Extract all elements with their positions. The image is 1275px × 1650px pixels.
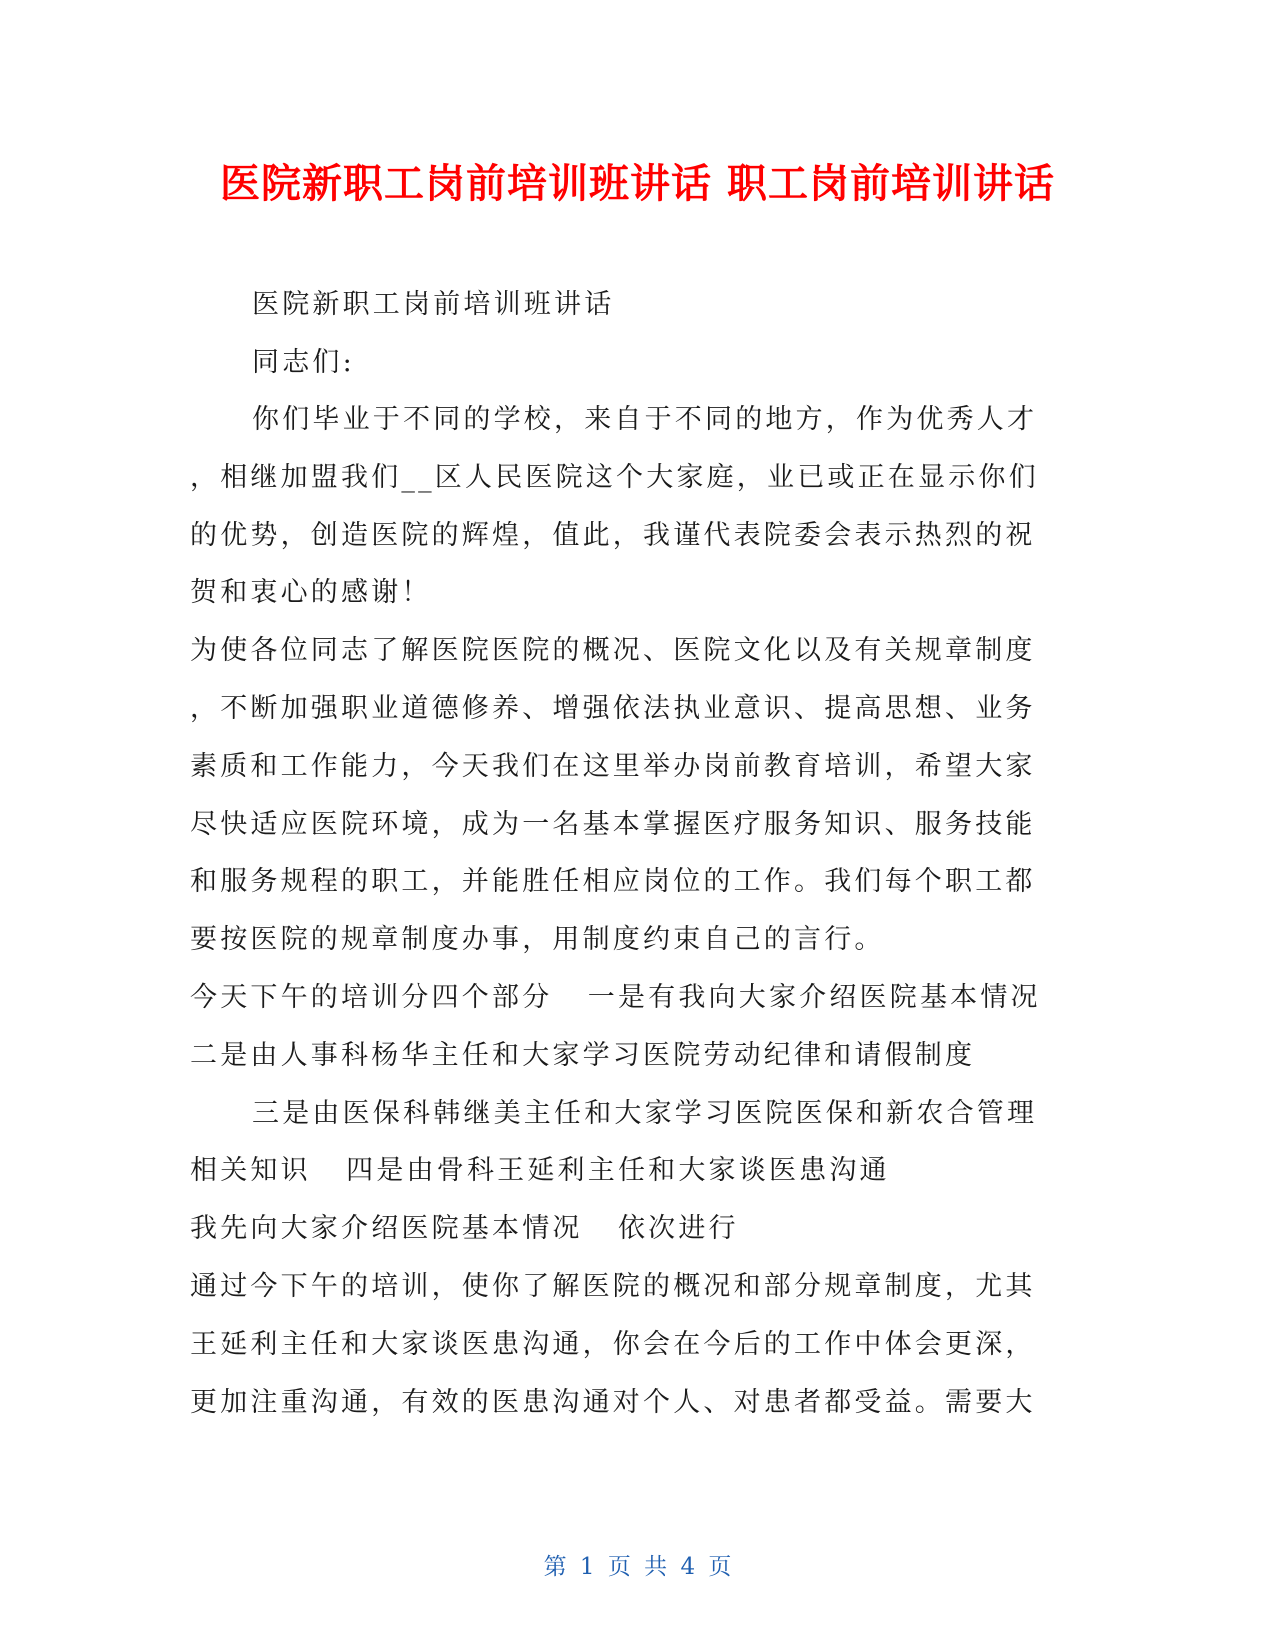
text-line: 的优势，创造医院的辉煌，值此，我谨代表院委会表示热烈的祝 [190,520,1036,551]
text-line: 贺和衷心的感谢！ [190,577,432,608]
text-line: 你们毕业于不同的学校，来自于不同的地方，作为优秀人才 [252,404,1038,435]
text-line: 通过今下午的培训，使你了解医院的概况和部分规章制度，尤其 [190,1271,1036,1302]
text-line: 我先向大家介绍医院基本情况 依次进行 [190,1213,739,1244]
text-line: 三是由医保科韩继美主任和大家学习医院医保和新农合管理 [252,1098,1038,1129]
text-line: ，不断加强职业道德修养、增强依法执业意识、提高思想、业务 [190,693,1036,724]
text-line: 素质和工作能力，今天我们在这里举办岗前教育培训，希望大家 [190,751,1036,782]
text-line: 要按医院的规章制度办事，用制度约束自己的言行。 [190,924,885,955]
page-number: 第 1 页 共 4 页 [543,1554,732,1580]
text-line: 二是由人事科杨华主任和大家学习医院劳动纪律和请假制度 [190,1040,976,1071]
text-line: 尽快适应医院环境，成为一名基本掌握医疗服务知识、服务技能 [190,809,1036,840]
text-line: ，相继加盟我们__区人民医院这个大家庭，业已或正在显示你们 [190,462,1039,493]
text-line: 王延利主任和大家谈医患沟通，你会在今后的工作中体会更深， [190,1329,1036,1360]
speech-heading: 医院新职工岗前培训班讲话 [252,289,615,320]
text-line: 更加注重沟通，有效的医患沟通对个人、对患者都受益。需要大 [190,1387,1036,1418]
text-line: 和服务规程的职工，并能胜任相应岗位的工作。我们每个职工都 [190,866,1036,897]
salutation: 同志们: [252,347,355,378]
text-line: 为使各位同志了解医院医院的概况、医院文化以及有关规章制度 [190,635,1036,666]
text-line: 相关知识 四是由骨科王延利主任和大家谈医患沟通 [190,1155,890,1186]
document-title: 医院新职工岗前培训班讲话 职工岗前培训讲话 [220,161,1055,207]
text-line: 今天下午的培训分四个部分 一是有我向大家介绍医院基本情况 [190,982,1041,1013]
